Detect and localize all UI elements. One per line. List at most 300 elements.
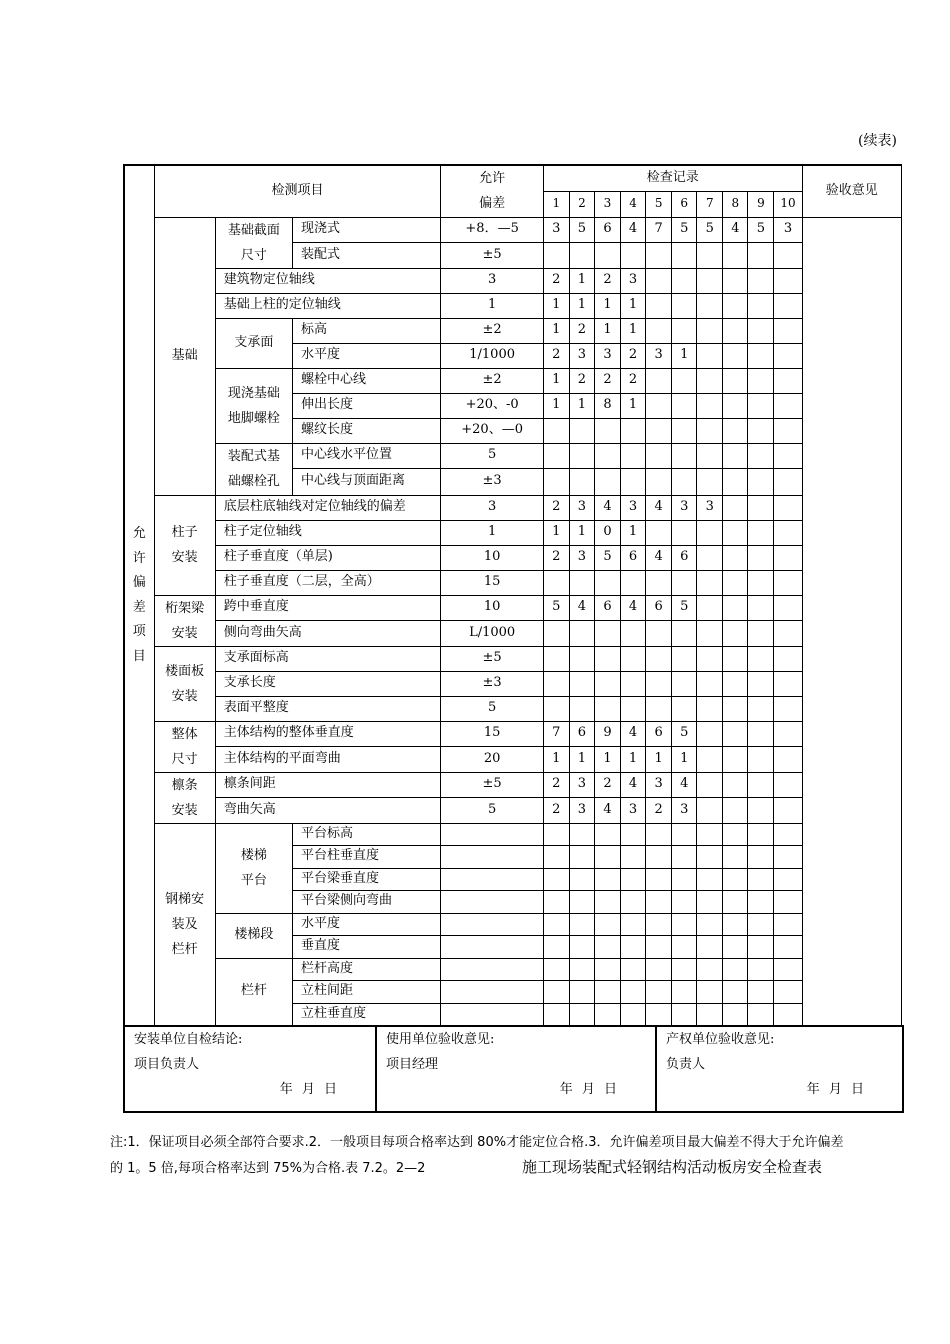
record-value: [621, 443, 646, 468]
record-value: 2: [543, 545, 569, 570]
record-value: 3: [672, 495, 697, 520]
item-label: 立柱垂直度: [293, 1003, 441, 1026]
record-value: [723, 495, 748, 520]
table-row: [124, 570, 902, 595]
item-label: 中心线与顶面距离: [293, 468, 441, 495]
record-value: [723, 620, 748, 646]
record-value: 2: [594, 772, 620, 798]
group-label-line: 尺寸: [171, 751, 198, 767]
record-value: [594, 981, 620, 1004]
record-value: [672, 891, 697, 914]
record-value: [697, 772, 723, 798]
record-value: [697, 293, 723, 318]
group-label: [154, 646, 215, 721]
record-value: [697, 846, 723, 869]
record-value: [543, 958, 569, 981]
group-label: [154, 595, 215, 646]
record-value: 5: [594, 545, 620, 570]
signoff-date: 年 月 日: [559, 1082, 617, 1097]
tolerance-value: +20、-0: [441, 393, 543, 418]
record-value: [621, 671, 646, 696]
record-value: [774, 958, 802, 981]
record-value: 5: [672, 721, 697, 747]
item-label: 水平度: [293, 343, 441, 368]
record-value: [723, 846, 748, 869]
subgroup-label: [215, 823, 292, 913]
record-value: [594, 936, 620, 959]
record-value: [697, 570, 723, 595]
item-label: 支承长度: [215, 671, 441, 696]
record-value: 2: [543, 495, 569, 520]
record-number: 10: [774, 191, 802, 217]
record-value: [748, 958, 774, 981]
record-value: [646, 520, 672, 545]
record-value: 3: [594, 343, 620, 368]
record-value: [672, 981, 697, 1004]
record-value: 4: [646, 495, 672, 520]
record-value: [723, 936, 748, 959]
record-value: [697, 418, 723, 443]
record-value: [569, 696, 594, 721]
item-label: 檩条间距: [215, 772, 441, 798]
record-value: [774, 891, 802, 914]
sign-off-table: [123, 1025, 904, 1113]
record-value: 8: [594, 393, 620, 418]
record-value: 4: [672, 772, 697, 798]
record-value: [672, 1003, 697, 1026]
table-row: [124, 823, 902, 846]
table-row: [124, 958, 902, 981]
record-value: 6: [672, 545, 697, 570]
item-label: 柱子垂直度（单层): [215, 545, 441, 570]
record-value: [672, 913, 697, 936]
record-value: 1: [621, 318, 646, 343]
record-value: [697, 318, 723, 343]
record-number: 3: [594, 191, 620, 217]
tolerance-value: 1/1000: [441, 343, 543, 368]
tolerance-value: 1: [441, 520, 543, 545]
header-item: 检测项目: [154, 165, 441, 217]
record-number: 7: [697, 191, 723, 217]
record-value: [672, 368, 697, 393]
record-value: [774, 520, 802, 545]
record-value: 6: [646, 721, 672, 747]
record-value: [697, 868, 723, 891]
record-value: [672, 696, 697, 721]
record-value: 4: [621, 772, 646, 798]
record-value: [774, 495, 802, 520]
tolerance-value: [441, 868, 543, 891]
record-value: [748, 545, 774, 570]
record-value: [621, 418, 646, 443]
record-value: 3: [646, 343, 672, 368]
record-value: [723, 646, 748, 671]
record-value: [672, 958, 697, 981]
record-value: 5: [672, 595, 697, 620]
item-label: 侧向弯曲矢高: [215, 620, 441, 646]
record-value: [621, 868, 646, 891]
record-value: 2: [569, 368, 594, 393]
record-value: 0: [594, 520, 620, 545]
side-label-char: 差: [132, 599, 146, 615]
tolerance-value: ±3: [441, 671, 543, 696]
record-value: [672, 443, 697, 468]
record-value: 1: [543, 318, 569, 343]
table-row: [124, 671, 902, 696]
record-value: [569, 646, 594, 671]
table-row: [124, 721, 902, 747]
footnote-line-2: 的 1。5 倍,每项合格率达到 75%为合格.表 7.2。2—2: [110, 1161, 426, 1176]
record-value: [723, 545, 748, 570]
tolerance-value: 1: [441, 293, 543, 318]
table-row: [124, 913, 902, 936]
record-value: [697, 823, 723, 846]
record-value: 1: [646, 747, 672, 773]
record-value: [543, 936, 569, 959]
record-value: 5: [748, 217, 774, 243]
record-value: [621, 468, 646, 495]
item-label: 栏杆高度: [293, 958, 441, 981]
tolerance-value: [441, 936, 543, 959]
record-value: [569, 868, 594, 891]
record-value: 4: [621, 595, 646, 620]
record-value: [569, 823, 594, 846]
record-value: [748, 913, 774, 936]
record-value: [748, 747, 774, 773]
record-value: [748, 368, 774, 393]
record-value: [621, 646, 646, 671]
owner-signoff: [656, 1026, 903, 1112]
record-value: [646, 868, 672, 891]
record-value: 3: [569, 495, 594, 520]
record-value: [723, 981, 748, 1004]
record-value: [594, 418, 620, 443]
record-value: [569, 936, 594, 959]
group-label: [154, 772, 215, 823]
subgroup-label-line: 础螺栓孔: [227, 474, 280, 489]
record-value: [543, 696, 569, 721]
record-value: [569, 443, 594, 468]
record-value: 2: [543, 268, 569, 293]
record-value: [543, 443, 569, 468]
tolerance-value: ±2: [441, 318, 543, 343]
record-value: [569, 570, 594, 595]
header-record: 检查记录: [543, 165, 802, 191]
signoff-date: 年 月 日: [279, 1082, 337, 1097]
signoff-title: 安装单位自检结论:: [134, 1032, 243, 1047]
side-label-char: 项: [132, 624, 146, 639]
record-value: 1: [569, 747, 594, 773]
record-value: [748, 343, 774, 368]
record-value: [543, 981, 569, 1004]
tolerance-value: [441, 1003, 543, 1026]
record-value: [748, 393, 774, 418]
record-value: 4: [646, 545, 672, 570]
record-value: [748, 418, 774, 443]
record-value: [723, 696, 748, 721]
record-value: [594, 468, 620, 495]
record-value: [594, 868, 620, 891]
record-value: [621, 913, 646, 936]
record-value: [774, 671, 802, 696]
record-value: [672, 620, 697, 646]
record-value: [774, 696, 802, 721]
record-value: [621, 823, 646, 846]
record-value: [748, 891, 774, 914]
signoff-person: 项目经理: [386, 1057, 439, 1072]
record-value: [748, 443, 774, 468]
item-label: 建筑物定位轴线: [215, 268, 441, 293]
record-value: [774, 620, 802, 646]
record-value: [748, 798, 774, 824]
tolerance-value: [441, 891, 543, 914]
record-value: [672, 646, 697, 671]
item-label: 主体结构的整体垂直度: [215, 721, 441, 747]
record-value: [748, 595, 774, 620]
record-value: [697, 368, 723, 393]
record-value: [697, 520, 723, 545]
tolerance-value: 15: [441, 570, 543, 595]
record-value: [621, 570, 646, 595]
subgroup-label-line: 平台: [240, 873, 267, 888]
record-value: 3: [569, 343, 594, 368]
record-value: 3: [543, 217, 569, 243]
record-value: [543, 913, 569, 936]
record-value: [646, 393, 672, 418]
side-label-char: 允: [132, 526, 146, 541]
record-value: [594, 620, 620, 646]
tolerance-value: 10: [441, 545, 543, 570]
group-label-line: 安装: [171, 688, 198, 704]
record-value: [723, 747, 748, 773]
record-value: [697, 891, 723, 914]
record-value: 1: [543, 368, 569, 393]
item-label: 表面平整度: [215, 696, 441, 721]
table-row: [124, 646, 902, 671]
record-value: [774, 268, 802, 293]
record-value: [646, 570, 672, 595]
item-label: 跨中垂直度: [215, 595, 441, 620]
record-value: 4: [723, 217, 748, 243]
side-label-char: 许: [132, 550, 146, 566]
record-value: [543, 646, 569, 671]
record-value: [543, 671, 569, 696]
tolerance-value: 5: [441, 696, 543, 721]
record-value: [594, 696, 620, 721]
table-row: [124, 293, 902, 318]
table-row: [124, 772, 902, 798]
item-label: 支承面标高: [215, 646, 441, 671]
header-opinion: 验收意见: [802, 165, 901, 217]
group-label-line: 柱子: [171, 525, 198, 540]
subgroup-label: [215, 368, 292, 443]
group-label-line: 楼面板: [165, 663, 205, 679]
record-value: [748, 268, 774, 293]
item-label: 垂直度: [293, 936, 441, 959]
record-value: [774, 981, 802, 1004]
record-value: [646, 468, 672, 495]
tolerance-value: 5: [441, 443, 543, 468]
record-number: 2: [569, 191, 594, 217]
opinion-cell: [802, 217, 901, 1026]
subgroup-label: 楼梯段: [215, 913, 292, 958]
table-caption: 施工现场装配式轻钢结构活动板房安全检查表: [522, 1158, 823, 1176]
record-value: [594, 570, 620, 595]
table-row: [124, 747, 902, 773]
subgroup-label-line: 地脚螺栓: [227, 410, 280, 426]
record-value: [621, 846, 646, 869]
item-label: 螺纹长度: [293, 418, 441, 443]
signoff-title: 使用单位验收意见:: [386, 1032, 495, 1047]
record-value: [543, 846, 569, 869]
record-value: [697, 243, 723, 269]
record-value: [697, 393, 723, 418]
record-number: 9: [748, 191, 774, 217]
subgroup-label: 栏杆: [215, 958, 292, 1026]
group-label: [154, 495, 215, 595]
record-value: [594, 243, 620, 269]
record-value: [748, 1003, 774, 1026]
record-value: [646, 293, 672, 318]
table-row: [124, 368, 902, 393]
signoff-title: 产权单位验收意见:: [666, 1032, 775, 1047]
record-value: [646, 981, 672, 1004]
record-value: [569, 620, 594, 646]
record-value: [672, 418, 697, 443]
tolerance-value: ±5: [441, 243, 543, 269]
header-tol-line: 允许: [479, 171, 506, 187]
tolerance-value: ±3: [441, 468, 543, 495]
record-value: 4: [569, 595, 594, 620]
record-value: [748, 570, 774, 595]
record-value: [774, 293, 802, 318]
record-value: [723, 671, 748, 696]
record-value: [723, 913, 748, 936]
record-value: [646, 891, 672, 914]
record-value: 3: [569, 772, 594, 798]
tolerance-value: 5: [441, 798, 543, 824]
group-label-line: 安装: [171, 802, 198, 818]
record-value: [774, 936, 802, 959]
tolerance-value: [441, 913, 543, 936]
record-value: [569, 1003, 594, 1026]
record-value: [774, 913, 802, 936]
record-value: [646, 318, 672, 343]
record-value: 7: [646, 217, 672, 243]
record-value: 5: [697, 217, 723, 243]
record-value: [774, 595, 802, 620]
record-value: [723, 798, 748, 824]
item-label: 现浇式: [293, 217, 441, 243]
subgroup-label-line: 装配式基: [227, 449, 280, 464]
record-value: [697, 1003, 723, 1026]
record-value: [723, 891, 748, 914]
record-value: [774, 343, 802, 368]
record-value: 1: [569, 520, 594, 545]
subgroup-label: 支承面: [215, 318, 292, 368]
record-value: [774, 721, 802, 747]
record-value: [543, 620, 569, 646]
record-value: [723, 1003, 748, 1026]
record-value: 2: [569, 318, 594, 343]
record-value: [594, 891, 620, 914]
record-value: [774, 443, 802, 468]
record-value: [543, 891, 569, 914]
record-value: 4: [621, 721, 646, 747]
record-value: [543, 1003, 569, 1026]
record-value: [748, 318, 774, 343]
record-value: [774, 368, 802, 393]
record-value: [748, 846, 774, 869]
signoff-date: 年 月 日: [806, 1082, 864, 1097]
item-label: 柱子定位轴线: [215, 520, 441, 545]
record-value: 2: [543, 343, 569, 368]
footnote-line-1: 注:1．保证项目必须全部符合要求.2．一般项目每项合格率达到 80%才能定位合格.3．允许偏差项目最大偏差不得大于允许偏差: [110, 1135, 844, 1150]
item-label: 装配式: [293, 243, 441, 269]
record-value: [748, 468, 774, 495]
record-value: 2: [543, 798, 569, 824]
record-value: [774, 318, 802, 343]
item-label: 螺栓中心线: [293, 368, 441, 393]
record-value: [646, 823, 672, 846]
group-label-line: 钢梯安: [165, 891, 205, 907]
record-value: [723, 243, 748, 269]
record-value: [594, 958, 620, 981]
record-value: [672, 868, 697, 891]
item-label: 平台梁侧向弯曲: [293, 891, 441, 914]
record-value: [748, 646, 774, 671]
record-number: 4: [621, 191, 646, 217]
record-value: [543, 243, 569, 269]
record-value: [697, 343, 723, 368]
record-value: [697, 747, 723, 773]
record-value: [723, 293, 748, 318]
record-value: 5: [672, 217, 697, 243]
record-value: 2: [621, 368, 646, 393]
record-value: [697, 936, 723, 959]
record-value: [723, 595, 748, 620]
record-number: 6: [672, 191, 697, 217]
record-value: 1: [672, 343, 697, 368]
record-value: [723, 268, 748, 293]
record-value: [723, 958, 748, 981]
record-value: [621, 243, 646, 269]
tolerance-value: +20、—0: [441, 418, 543, 443]
record-value: 1: [621, 747, 646, 773]
group-label-line: 栏杆: [171, 941, 198, 957]
item-label: 主体结构的平面弯曲: [215, 747, 441, 773]
table-row: [124, 620, 902, 646]
record-value: 3: [774, 217, 802, 243]
record-value: [646, 368, 672, 393]
record-value: [646, 1003, 672, 1026]
installer-signoff: [124, 1026, 376, 1112]
record-value: [672, 823, 697, 846]
record-value: [594, 646, 620, 671]
table-row: [124, 318, 902, 343]
record-number: 1: [543, 191, 569, 217]
record-value: [646, 243, 672, 269]
record-value: [774, 418, 802, 443]
item-label: 立柱间距: [293, 981, 441, 1004]
record-value: [723, 418, 748, 443]
record-value: [748, 520, 774, 545]
item-label: 平台标高: [293, 823, 441, 846]
record-value: [569, 418, 594, 443]
record-value: 6: [621, 545, 646, 570]
record-value: [594, 823, 620, 846]
tolerance-value: ±5: [441, 772, 543, 798]
